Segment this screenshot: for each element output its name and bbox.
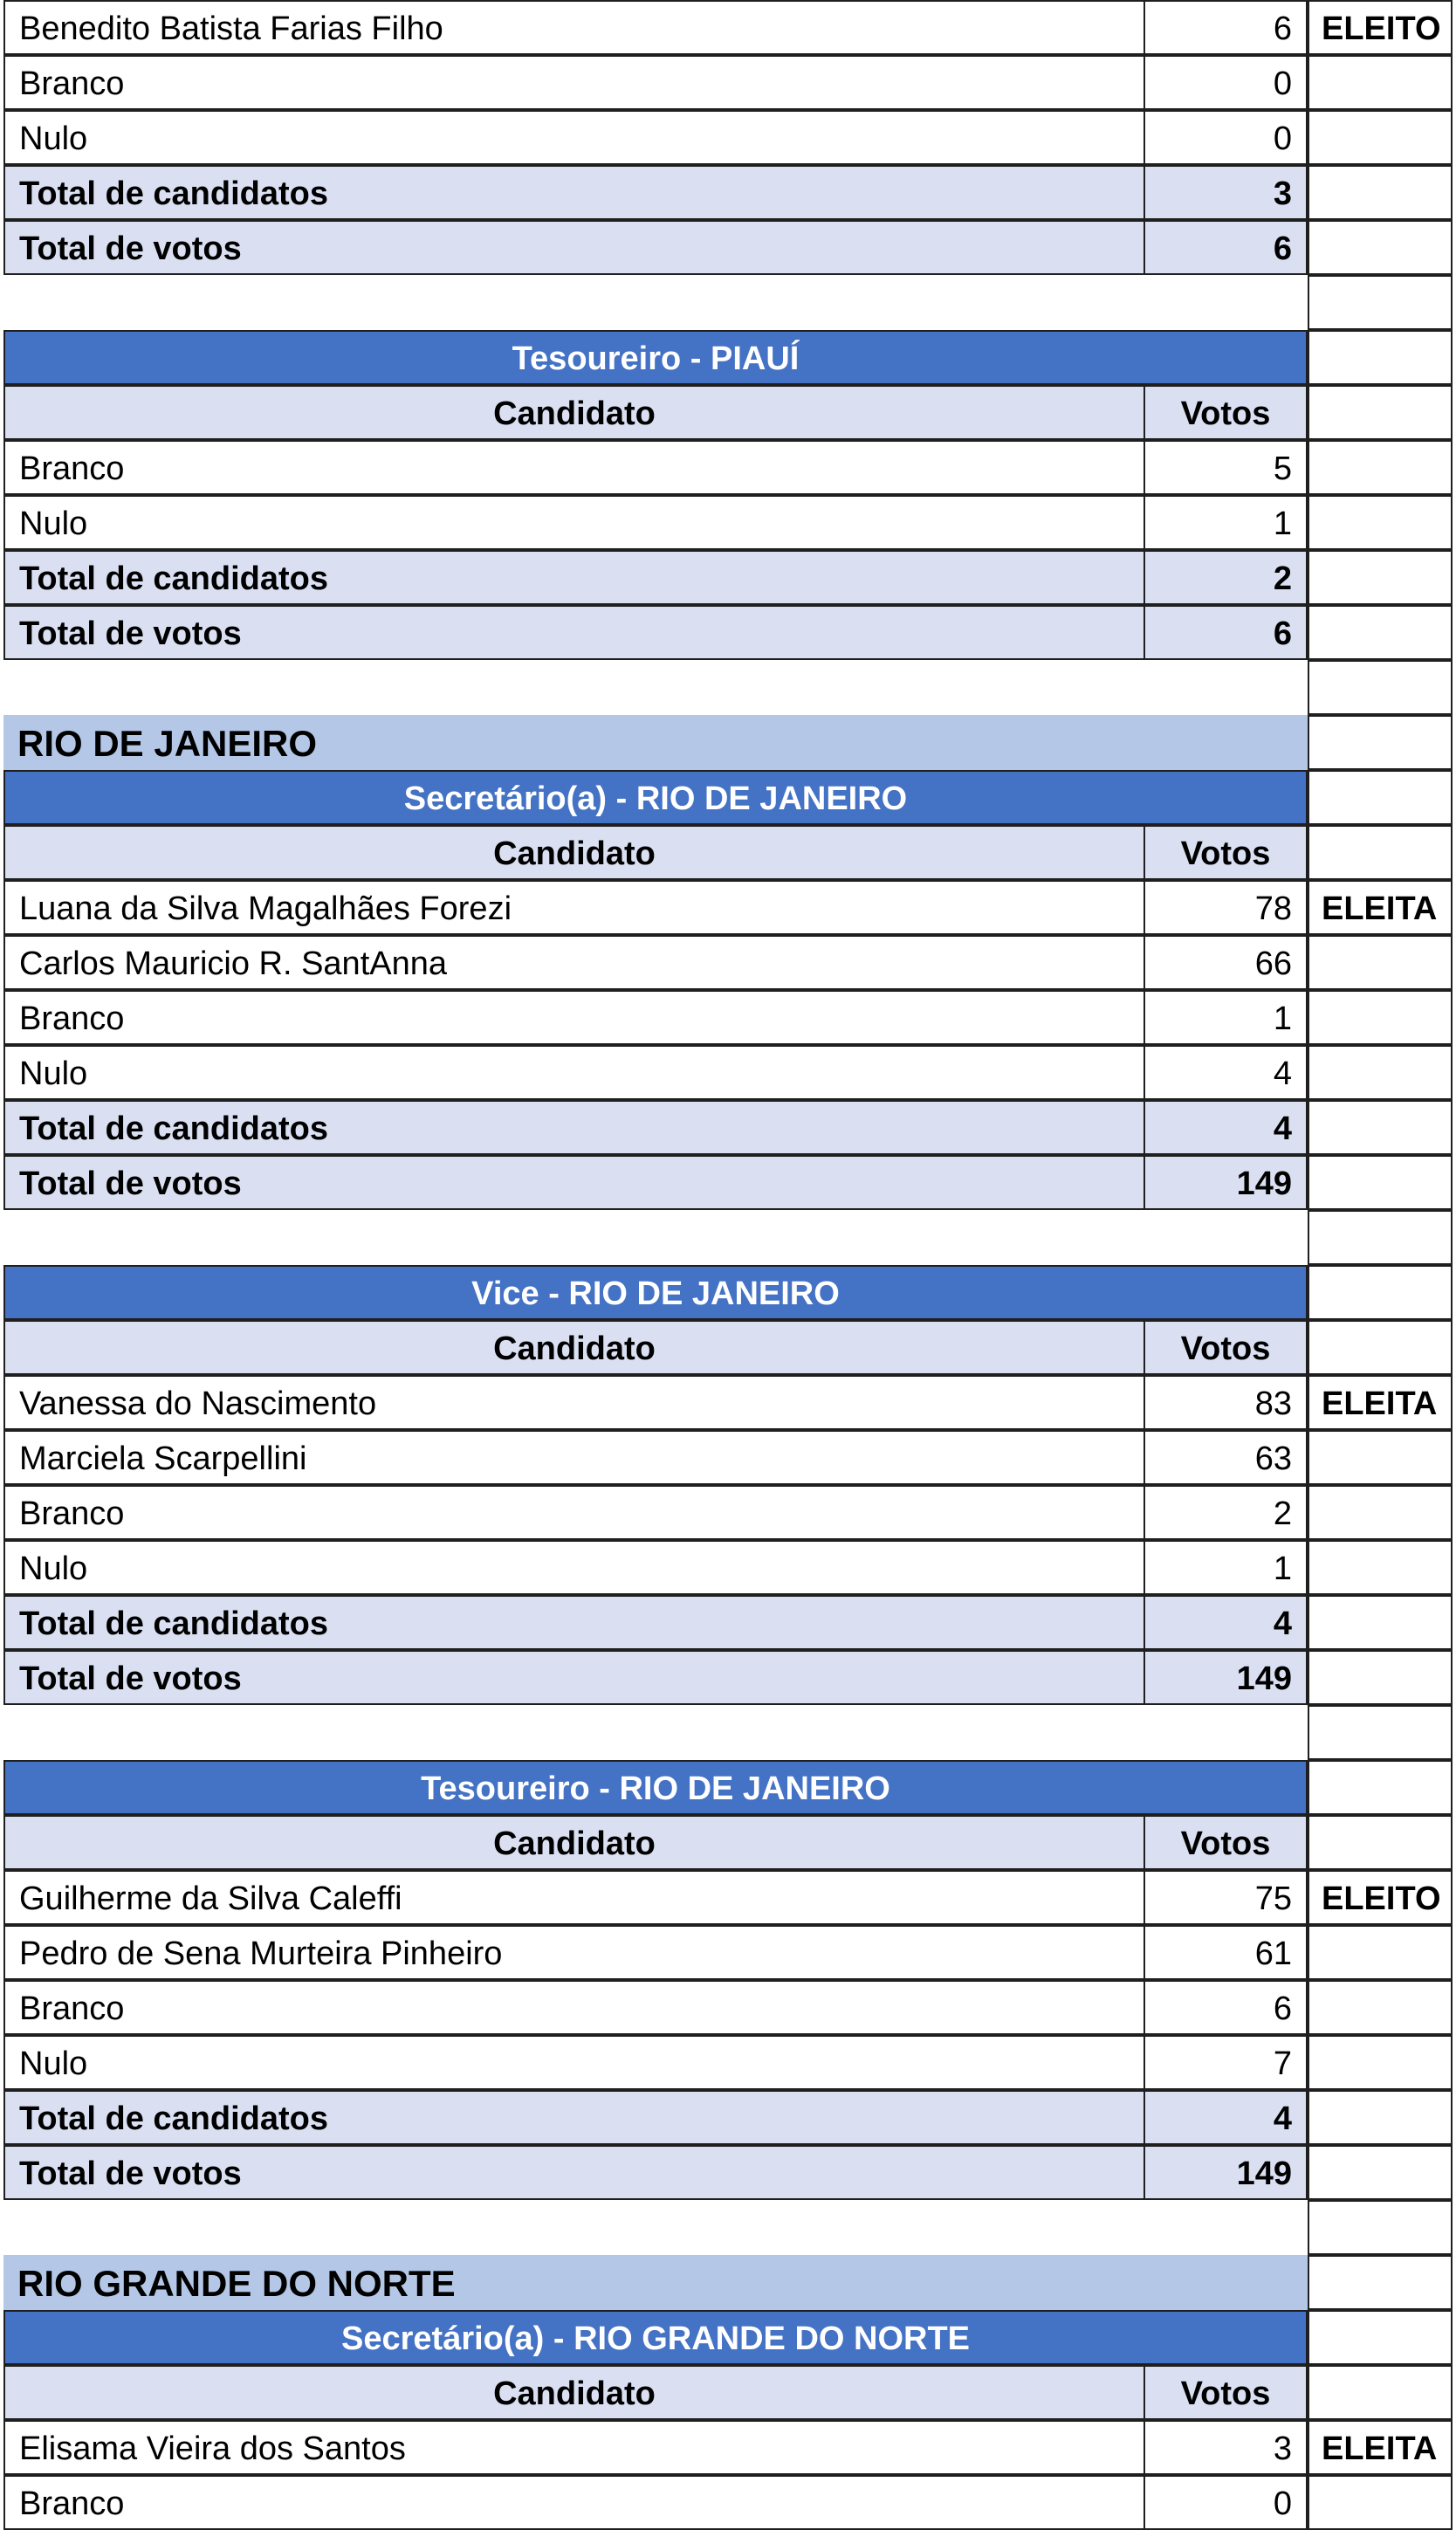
table-row <box>0 0 1456 55</box>
column-header-votes[interactable]: Votos <box>1144 385 1308 440</box>
side-cell[interactable] <box>1308 165 1453 220</box>
status-cell[interactable]: ELEITO <box>1308 0 1453 55</box>
candidate-cell[interactable]: Branco <box>3 55 1144 110</box>
table-row <box>0 1485 1456 1540</box>
candidate-cell[interactable]: Nulo <box>3 110 1144 165</box>
table-title: Secretário(a) - RIO GRANDE DO NORTE <box>3 2310 1308 2365</box>
votes-cell[interactable]: 1 <box>1144 990 1308 1045</box>
spacer-cell[interactable] <box>1308 275 1453 330</box>
votes-cell[interactable]: 6 <box>1144 0 1308 55</box>
side-cell[interactable] <box>1308 550 1453 605</box>
table-title: Vice - RIO DE JANEIRO <box>3 1265 1308 1320</box>
table-row <box>0 1815 1456 1870</box>
side-cell[interactable] <box>1308 1595 1453 1650</box>
column-header-votes[interactable]: Votos <box>1144 2365 1308 2420</box>
candidate-cell[interactable]: Pedro de Sena Murteira Pinheiro <box>3 1925 1144 1980</box>
votes-cell[interactable]: 63 <box>1144 1430 1308 1485</box>
status-cell[interactable] <box>1308 110 1453 165</box>
status-cell[interactable]: ELEITO <box>1308 1870 1453 1925</box>
column-header-candidate[interactable]: Candidato <box>3 1815 1144 1870</box>
total-value[interactable]: 2 <box>1144 550 1308 605</box>
votes-cell[interactable]: 0 <box>1144 110 1308 165</box>
total-row <box>0 1100 1456 1155</box>
total-value[interactable]: 149 <box>1144 2145 1308 2200</box>
total-value[interactable]: 4 <box>1144 1100 1308 1155</box>
spacer-cell[interactable] <box>1308 1705 1453 1760</box>
votes-cell[interactable]: 7 <box>1144 2035 1308 2090</box>
candidate-cell[interactable]: Branco <box>3 440 1144 495</box>
side-cell[interactable] <box>1308 1760 1453 1815</box>
candidate-cell[interactable]: Branco <box>3 1980 1144 2035</box>
candidate-cell[interactable]: Vanessa do Nascimento <box>3 1375 1144 1430</box>
side-cell[interactable] <box>1308 770 1453 825</box>
spacer-cell[interactable] <box>1308 1210 1453 1265</box>
votes-cell[interactable]: 0 <box>1144 55 1308 110</box>
total-label[interactable]: Total de votos <box>3 1155 1144 1210</box>
table-row <box>0 385 1456 440</box>
side-cell[interactable] <box>1308 2255 1453 2310</box>
spacer-cell[interactable] <box>1308 660 1453 715</box>
table-row <box>0 935 1456 990</box>
total-row <box>0 550 1456 605</box>
votes-cell[interactable]: 78 <box>1144 880 1308 935</box>
side-cell[interactable] <box>1308 2145 1453 2200</box>
votes-cell[interactable]: 0 <box>1144 2475 1308 2530</box>
candidate-cell[interactable]: Carlos Mauricio R. SantAnna <box>3 935 1144 990</box>
table-row <box>0 2475 1456 2530</box>
candidate-cell[interactable]: Nulo <box>3 1045 1144 1100</box>
total-value[interactable]: 149 <box>1144 1650 1308 1705</box>
table-row <box>0 880 1456 935</box>
table-row <box>0 1375 1456 1430</box>
table-row <box>0 1540 1456 1595</box>
total-value[interactable]: 3 <box>1144 165 1308 220</box>
candidate-cell[interactable]: Guilherme da Silva Caleffi <box>3 1870 1144 1925</box>
column-header-candidate[interactable]: Candidato <box>3 1320 1144 1375</box>
table-row <box>0 990 1456 1045</box>
status-cell[interactable] <box>1308 1540 1453 1595</box>
total-value[interactable]: 6 <box>1144 220 1308 275</box>
side-cell[interactable] <box>1308 2365 1453 2420</box>
table-row <box>0 2035 1456 2090</box>
total-row <box>0 220 1456 275</box>
votes-cell[interactable]: 61 <box>1144 1925 1308 1980</box>
candidate-cell[interactable]: Luana da Silva Magalhães Forezi <box>3 880 1144 935</box>
status-cell[interactable]: ELEITA <box>1308 880 1453 935</box>
status-cell[interactable] <box>1308 1485 1453 1540</box>
candidate-cell[interactable]: Branco <box>3 990 1144 1045</box>
status-cell[interactable] <box>1308 2475 1453 2530</box>
total-label[interactable]: Total de candidatos <box>3 2090 1144 2145</box>
total-label[interactable]: Total de candidatos <box>3 1595 1144 1650</box>
table-row <box>0 1430 1456 1485</box>
total-row <box>0 165 1456 220</box>
side-cell[interactable] <box>1308 825 1453 880</box>
table-row <box>0 110 1456 165</box>
total-label[interactable]: Total de votos <box>3 605 1144 660</box>
status-cell[interactable] <box>1308 1980 1453 2035</box>
side-cell[interactable] <box>1308 385 1453 440</box>
status-cell[interactable] <box>1308 55 1453 110</box>
votes-cell[interactable]: 1 <box>1144 495 1308 550</box>
status-cell[interactable] <box>1308 2035 1453 2090</box>
total-label[interactable]: Total de candidatos <box>3 1100 1144 1155</box>
state-heading: RIO GRANDE DO NORTE <box>3 2255 1308 2310</box>
total-label[interactable]: Total de votos <box>3 1650 1144 1705</box>
table-row <box>0 1925 1456 1980</box>
table-title: Secretário(a) - RIO DE JANEIRO <box>3 770 1308 825</box>
candidate-cell[interactable]: Branco <box>3 1485 1144 1540</box>
side-cell[interactable] <box>1308 1155 1453 1210</box>
status-cell[interactable] <box>1308 935 1453 990</box>
total-row <box>0 2145 1456 2200</box>
votes-cell[interactable]: 2 <box>1144 1485 1308 1540</box>
total-label[interactable]: Total de candidatos <box>3 165 1144 220</box>
status-cell[interactable]: ELEITA <box>1308 2420 1453 2475</box>
votes-cell[interactable]: 4 <box>1144 1045 1308 1100</box>
column-header-votes[interactable]: Votos <box>1144 1320 1308 1375</box>
table-row <box>0 1870 1456 1925</box>
table-row <box>0 440 1456 495</box>
side-cell[interactable] <box>1308 605 1453 660</box>
votes-cell[interactable]: 6 <box>1144 1980 1308 2035</box>
total-row <box>0 1595 1456 1650</box>
status-cell[interactable] <box>1308 440 1453 495</box>
votes-cell[interactable]: 1 <box>1144 1540 1308 1595</box>
table-row <box>0 2420 1456 2475</box>
candidate-cell[interactable]: Branco <box>3 2475 1144 2530</box>
candidate-cell[interactable]: Elisama Vieira dos Santos <box>3 2420 1144 2475</box>
table-row <box>0 495 1456 550</box>
candidate-cell[interactable]: Nulo <box>3 1540 1144 1595</box>
status-cell[interactable] <box>1308 495 1453 550</box>
side-cell[interactable] <box>1308 1100 1453 1155</box>
total-row <box>0 1155 1456 1210</box>
column-header-votes[interactable]: Votos <box>1144 1815 1308 1870</box>
status-cell[interactable] <box>1308 1430 1453 1485</box>
column-header-candidate[interactable]: Candidato <box>3 2365 1144 2420</box>
spacer-cell[interactable] <box>1308 2200 1453 2255</box>
votes-cell[interactable]: 3 <box>1144 2420 1308 2475</box>
side-cell[interactable] <box>1308 2310 1453 2365</box>
candidate-cell[interactable]: Benedito Batista Farias Filho <box>3 0 1144 55</box>
total-row <box>0 605 1456 660</box>
side-cell[interactable] <box>1308 330 1453 385</box>
total-row <box>0 1650 1456 1705</box>
side-cell[interactable] <box>1308 220 1453 275</box>
side-cell[interactable] <box>1308 1650 1453 1705</box>
side-cell[interactable] <box>1308 715 1453 770</box>
votes-cell[interactable]: 66 <box>1144 935 1308 990</box>
status-cell[interactable] <box>1308 1045 1453 1100</box>
total-label[interactable]: Total de votos <box>3 220 1144 275</box>
column-header-votes[interactable]: Votos <box>1144 825 1308 880</box>
candidate-cell[interactable]: Nulo <box>3 495 1144 550</box>
side-cell[interactable] <box>1308 1320 1453 1375</box>
column-header-candidate[interactable]: Candidato <box>3 825 1144 880</box>
side-cell[interactable] <box>1308 1815 1453 1870</box>
table-title: Tesoureiro - RIO DE JANEIRO <box>3 1760 1308 1815</box>
total-value[interactable]: 149 <box>1144 1155 1308 1210</box>
total-value[interactable]: 4 <box>1144 2090 1308 2145</box>
votes-cell[interactable]: 83 <box>1144 1375 1308 1430</box>
table-row <box>0 55 1456 110</box>
total-row <box>0 2090 1456 2145</box>
table-row <box>0 825 1456 880</box>
status-cell[interactable]: ELEITA <box>1308 1375 1453 1430</box>
table-row <box>0 1320 1456 1375</box>
table-row <box>0 1980 1456 2035</box>
candidate-cell[interactable]: Nulo <box>3 2035 1144 2090</box>
status-cell[interactable] <box>1308 990 1453 1045</box>
table-row <box>0 2365 1456 2420</box>
side-cell[interactable] <box>1308 2090 1453 2145</box>
votes-cell[interactable]: 75 <box>1144 1870 1308 1925</box>
table-row <box>0 1045 1456 1100</box>
total-label[interactable]: Total de votos <box>3 2145 1144 2200</box>
column-header-candidate[interactable]: Candidato <box>3 385 1144 440</box>
status-cell[interactable] <box>1308 1925 1453 1980</box>
votes-cell[interactable]: 5 <box>1144 440 1308 495</box>
total-label[interactable]: Total de candidatos <box>3 550 1144 605</box>
candidate-cell[interactable]: Marciela Scarpellini <box>3 1430 1144 1485</box>
total-value[interactable]: 6 <box>1144 605 1308 660</box>
side-cell[interactable] <box>1308 1265 1453 1320</box>
table-title: Tesoureiro - PIAUÍ <box>3 330 1308 385</box>
total-value[interactable]: 4 <box>1144 1595 1308 1650</box>
state-heading: RIO DE JANEIRO <box>3 715 1308 770</box>
